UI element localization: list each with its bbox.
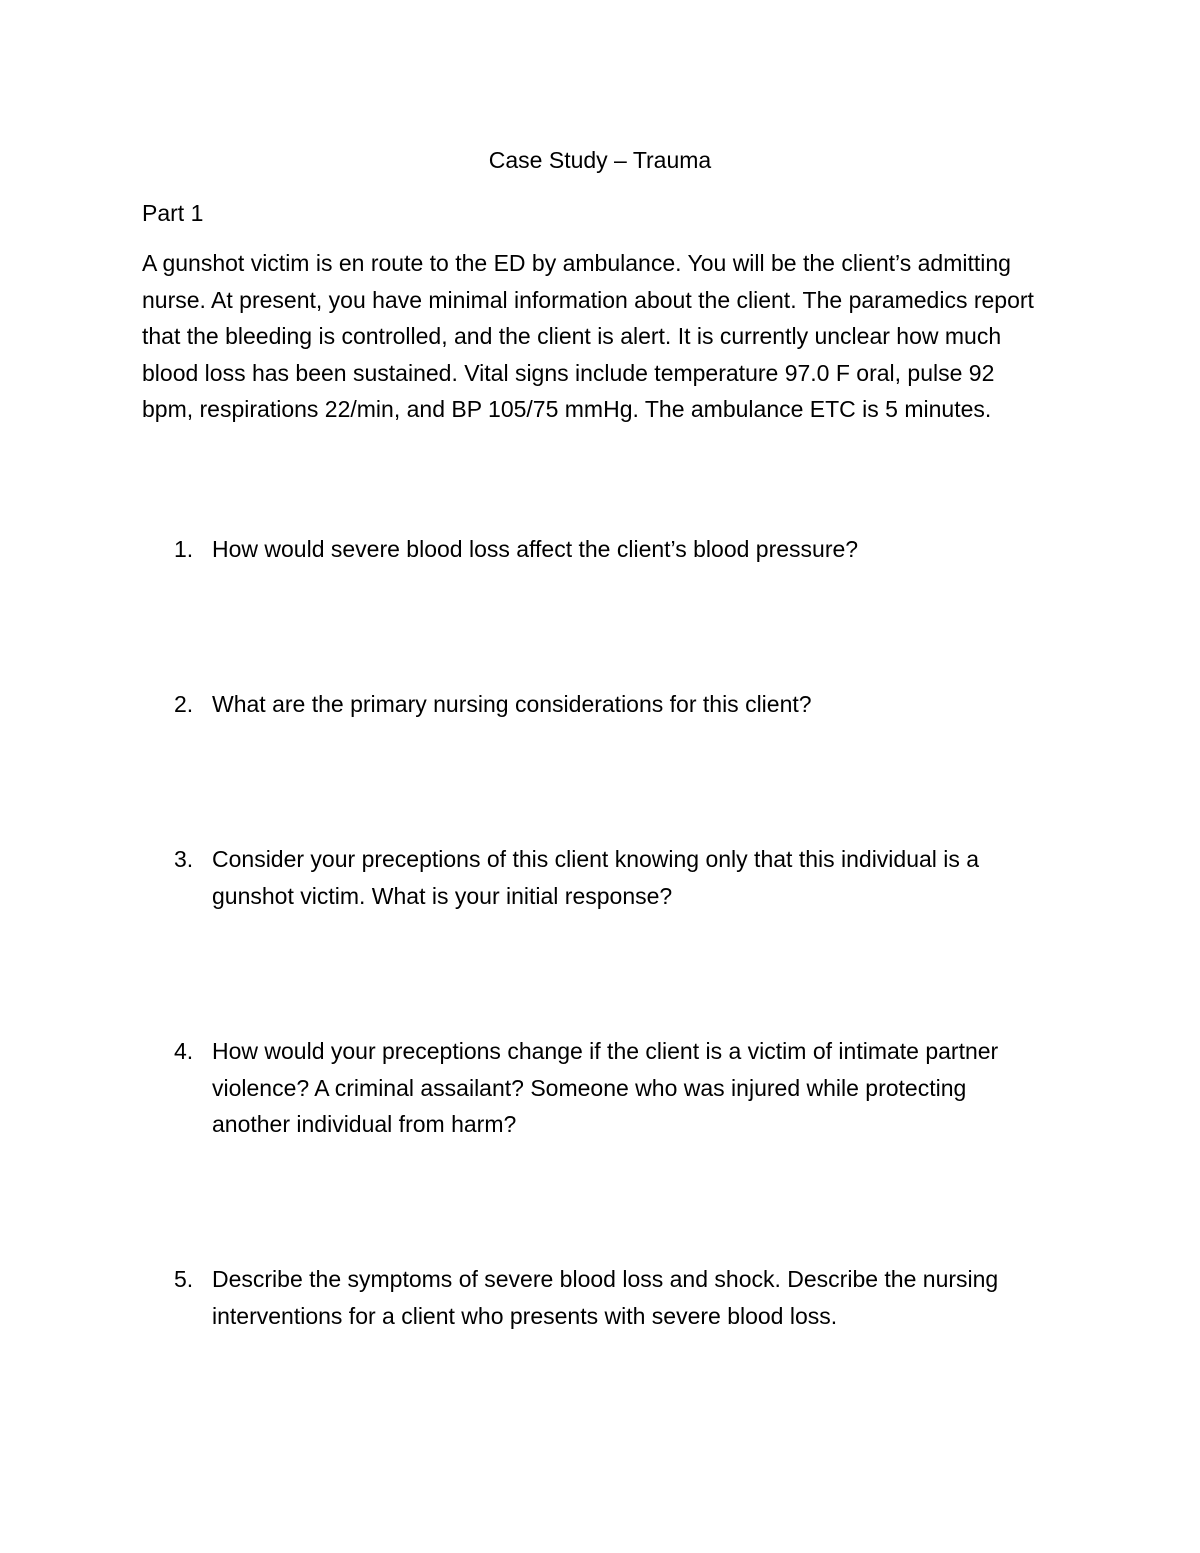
question-item: [142, 1261, 1047, 1334]
question-text: How would severe blood loss affect the client’s blood pressure?: [212, 536, 859, 562]
question-text: What are the primary nursing considerations for this client?: [212, 691, 812, 717]
part-heading: Part 1: [142, 200, 204, 226]
question-text: How would your preceptions change if the client is a victim of intimate partner violence? A criminal assailant? Someone who was injured while protecting another individual from harm?: [212, 1038, 999, 1138]
question-number: 4.: [174, 1038, 194, 1064]
document-title: Case Study – Trauma: [488, 147, 712, 173]
question-number: 1.: [174, 536, 194, 562]
question-item: [142, 686, 1047, 723]
question-text: Describe the symptoms of severe blood loss and shock. Describe the nursing interventions for a client who presents with severe blood loss.: [212, 1266, 999, 1329]
question-text: Consider your preceptions of this client knowing only that this individual is a gunshot victim. What is your initial response?: [212, 846, 980, 909]
question-item: [142, 841, 1047, 914]
question-number: 2.: [174, 691, 194, 717]
case-intro-paragraph: A gunshot victim is en route to the ED by ambulance. You will be the client’s admitting nurse. At present, you have minimal information about the client. The paramedics report that the bleeding is controlled, and the client is alert. It is currently unclear how much blood loss has been sustained. Vital signs include temperature 97.0 F oral, pulse 92 bpm, respirations 22/min, and BP 105/75 mmHg. The ambulance ETC is 5 minutes.: [142, 250, 1034, 423]
question-number: 3.: [174, 846, 194, 872]
question-item: [142, 531, 1047, 568]
question-number: 5.: [174, 1266, 194, 1292]
question-item: [142, 1033, 1047, 1143]
